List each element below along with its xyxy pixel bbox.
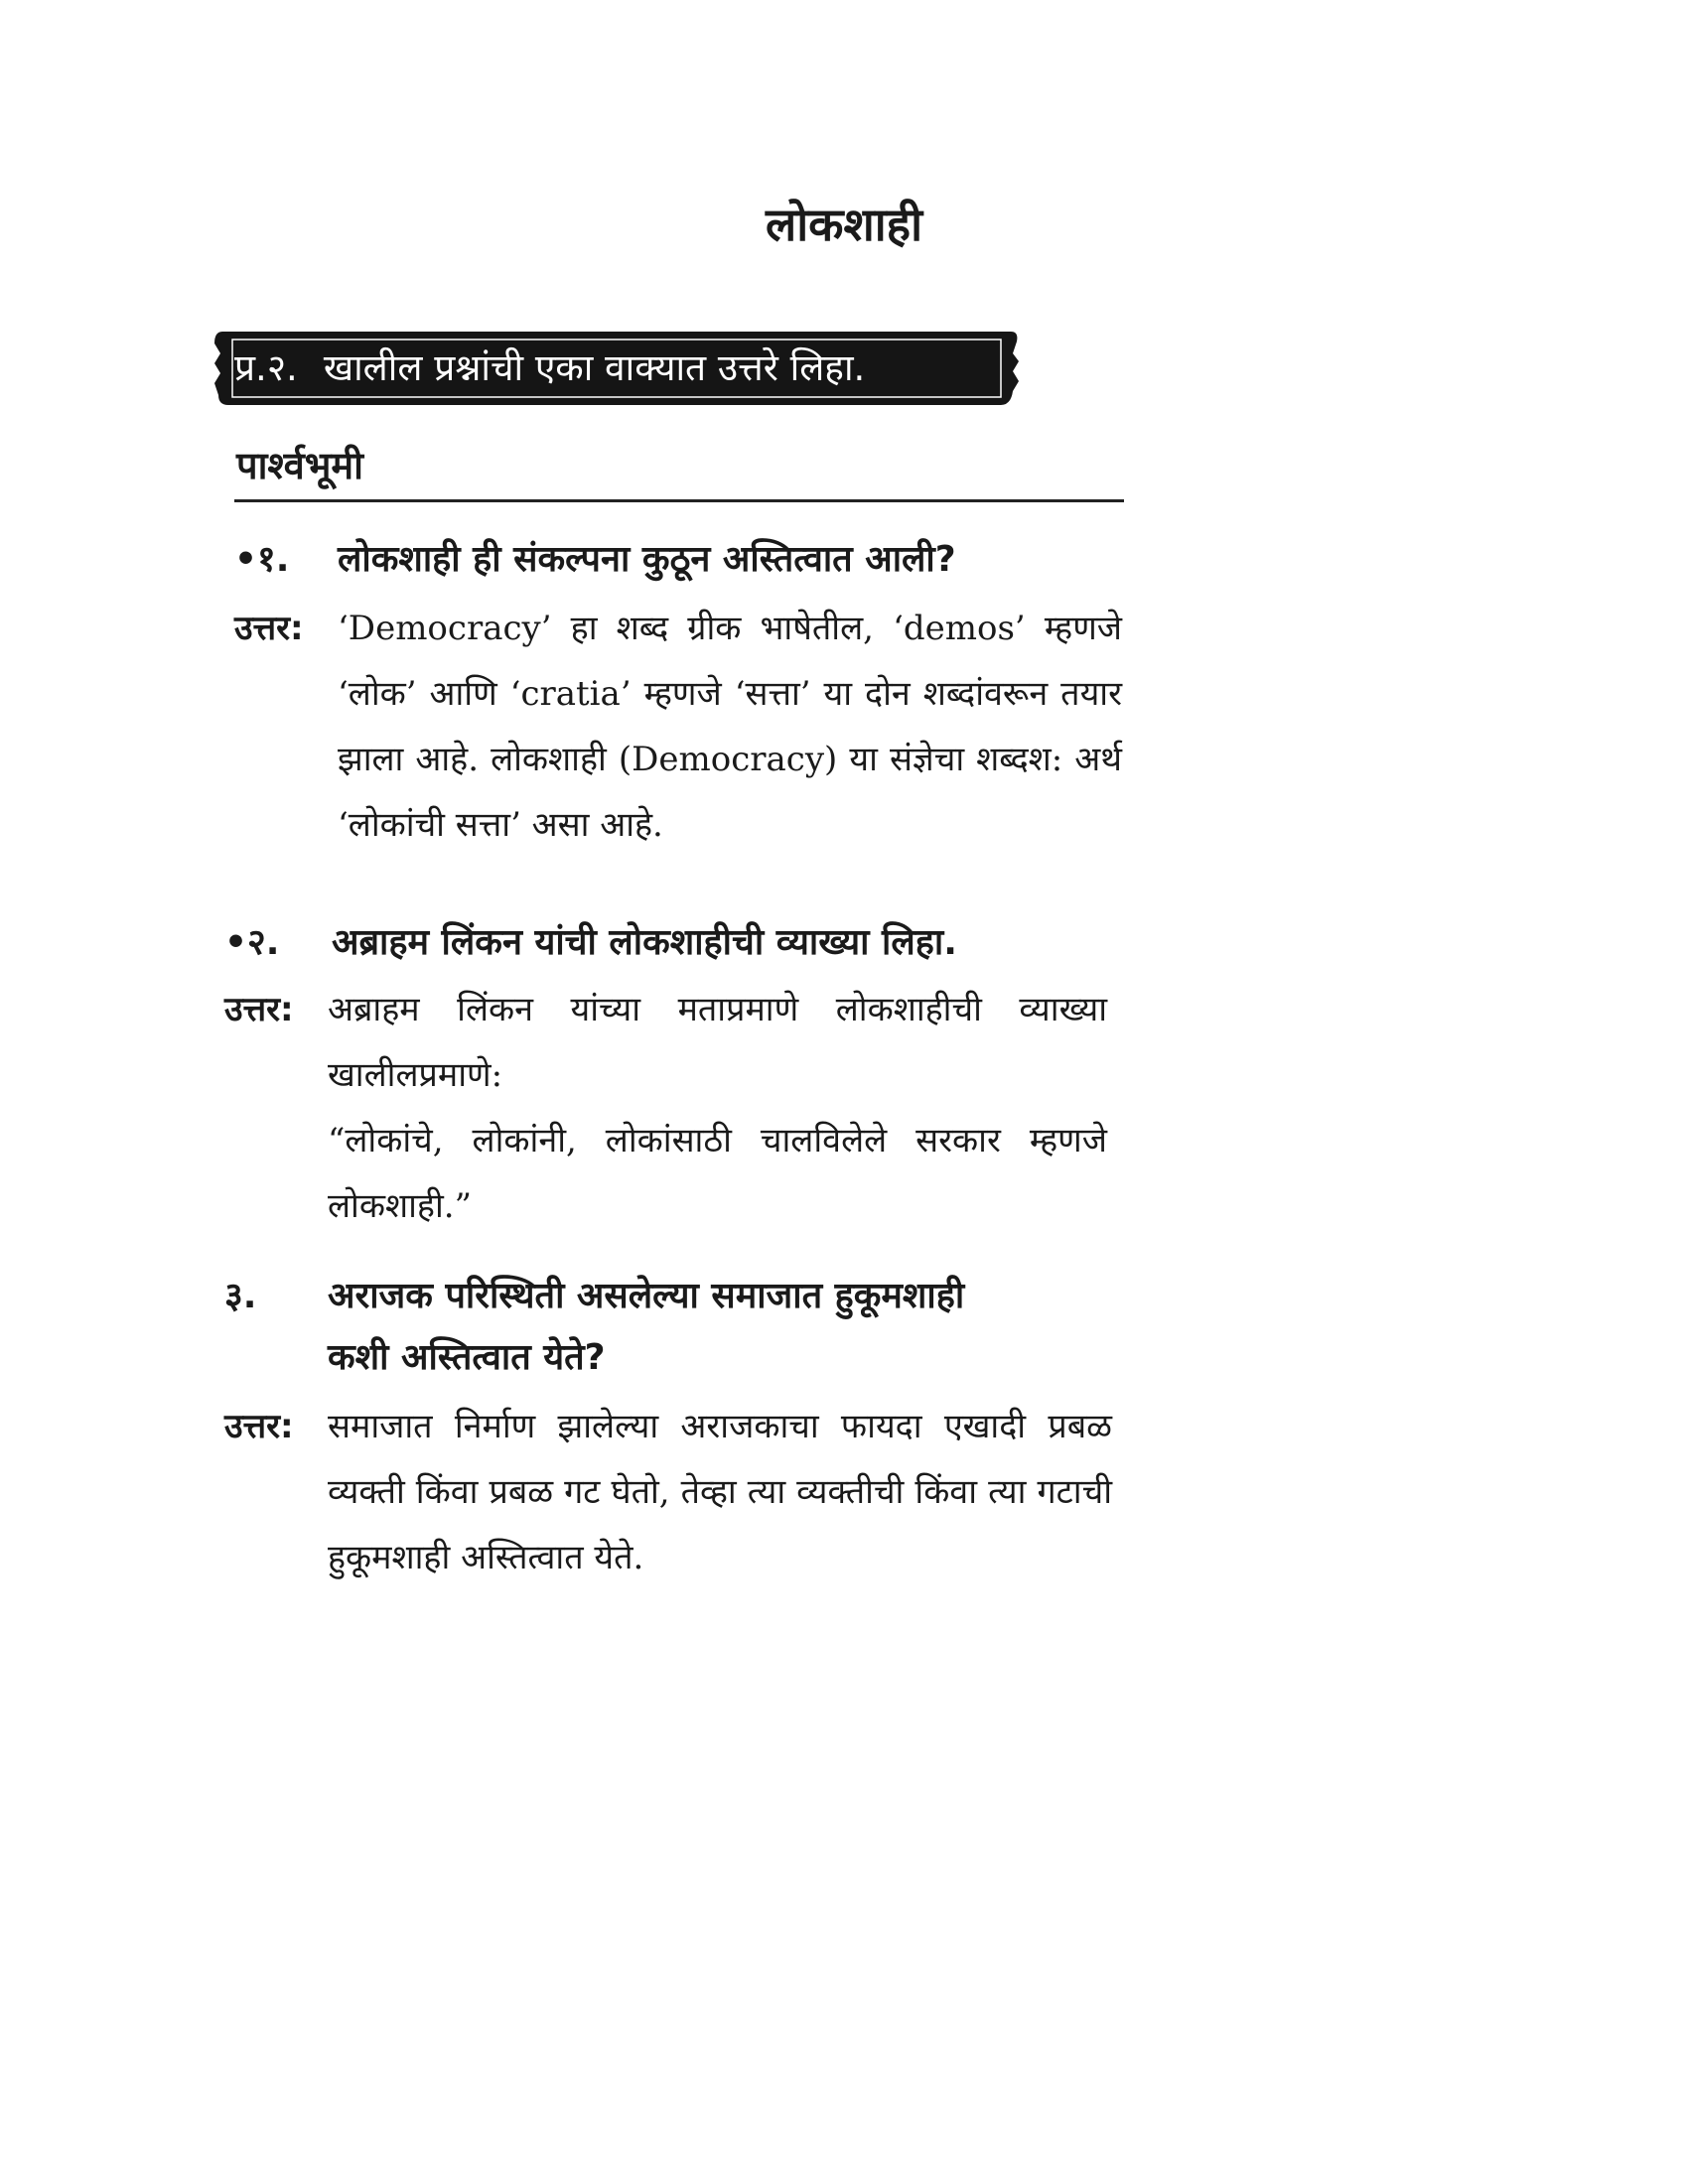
section-divider xyxy=(234,499,1124,502)
answer-label: उत्तर: xyxy=(224,1407,294,1446)
banner-instruction: खालील प्रश्नांची एका वाक्यात उत्तरे लिहा. xyxy=(323,346,866,389)
answer-text: अब्राहम लिंकन यांच्या मताप्रमाणे लोकशाहीची व्याख्या खालीलप्रमाणे: xyxy=(328,990,1107,1095)
question-number: ३. xyxy=(224,1276,257,1316)
section-heading: पार्श्वभूमी xyxy=(236,444,363,487)
question-number: •१. xyxy=(234,539,290,580)
question-text: लोकशाही ही संकल्पना कुठून अस्तित्वात आली? xyxy=(338,539,956,580)
answer-quote: “लोकांचे, लोकांनी, लोकांसाठी चालविलेले सरकार म्हणजे लोकशाही.” xyxy=(328,1121,1107,1226)
page-title: लोकशाही xyxy=(766,198,922,251)
answer-text: ‘Democracy’ हा शब्द ग्रीक भाषेतील, ‘demos’ म्हणजे ‘लोक’ आणि ‘cratia’ म्हणजे ‘सत्ता’ या दोन शब्दांवरून तयार झाला आहे. लोकशाही (Democracy) या संज्ञेचा शब्दश: अर्थ ‘लोकांची सत्ता’ असा आहे. xyxy=(338,609,1122,845)
answer-label: उत्तर: xyxy=(234,609,304,648)
banner-question-number: प्र.२. xyxy=(234,346,298,389)
question-number: •२. xyxy=(224,922,280,963)
question-text-line-1: अराजक परिस्थिती असलेल्या समाजात हुकूमशाही xyxy=(328,1276,965,1316)
question-text-line-2: कशी अस्तित्वात येते? xyxy=(328,1337,606,1378)
answer-label: उत्तर: xyxy=(224,990,294,1029)
banner-text-line xyxy=(234,328,1009,409)
question-text: अब्राहम लिंकन यांची लोकशाहीची व्याख्या लिहा. xyxy=(332,922,957,963)
question-banner xyxy=(211,328,1023,409)
answer-text: समाजात निर्माण झालेल्या अराजकाचा फायदा एखादी प्रबळ व्यक्ती किंवा प्रबळ गट घेतो, तेव्हा त्या व्यक्तीची किंवा त्या गटाची हुकूमशाही अस्तित्वात येते. xyxy=(328,1407,1112,1577)
answer-body xyxy=(328,977,1107,1239)
